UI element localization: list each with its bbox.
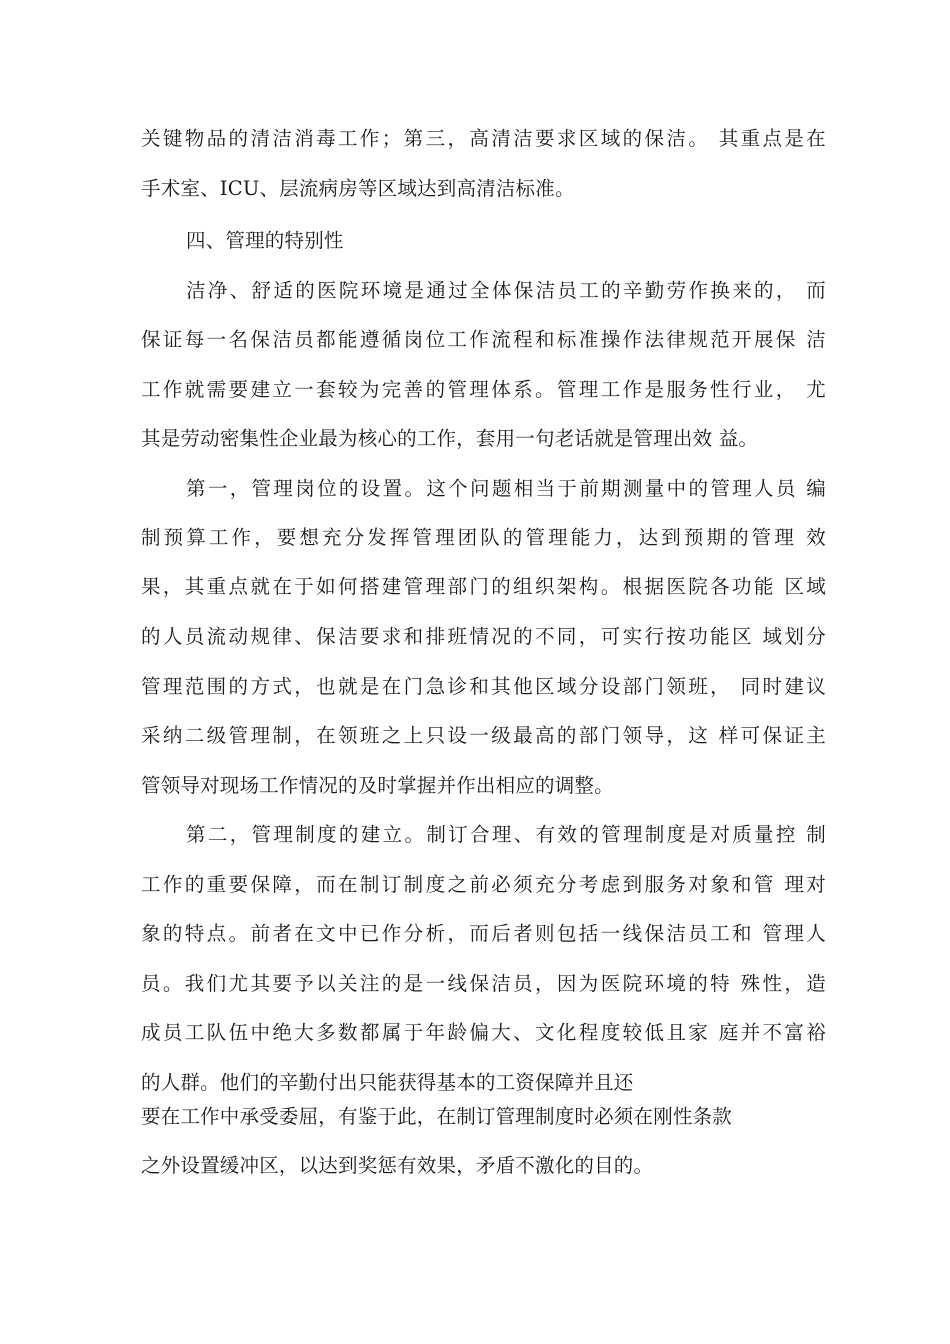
text-line: 的人员流动规律、保洁要求和排班情况的不同，可实行按功能区 域划分 xyxy=(141,625,826,648)
text-line: 要在工作中承受委屈，有鉴于此，在制订管理制度时必须在刚性条款 xyxy=(141,1105,733,1128)
text-line: 工作就需要建立一套较为完善的管理体系。管理工作是服务性行业， 尤 xyxy=(141,378,826,401)
text-line: 采纳二级管理制，在领班之上只设一级最高的部门领导，这 样可保证主 xyxy=(141,724,826,747)
text-line: 制预算工作，要想充分发挥管理团队的管理能力，达到预期的管理 效 xyxy=(141,526,826,549)
text-line: 果，其重点就在于如何搭建管理部门的组织架构。根据医院各功能 区域 xyxy=(141,575,826,598)
section-heading: 四、管理的特别性 xyxy=(186,229,344,252)
text-line: 员。我们尤其要予以关注的是一线保洁员，因为医院环境的特 殊性，造 xyxy=(141,972,826,995)
text-line: 洁净、舒适的医院环境是通过全体保洁员工的辛勤劳作换来的， 而 xyxy=(186,279,826,302)
text-line: 象的特点。前者在文中已作分析，而后者则包括一线保洁员工和 管理人 xyxy=(141,922,826,945)
text-line: 之外设置缓冲区，以达到奖惩有效果，矛盾不激化的目的。 xyxy=(141,1154,654,1177)
text-line: 手术室、ICU、层流病房等区域达到高清洁标准。 xyxy=(141,177,575,200)
text-line: 第二，管理制度的建立。制订合理、有效的管理制度是对质量控 制 xyxy=(186,823,826,846)
text-line: 工作的重要保障，而在制订制度之前必须充分考虑到服务对象和管 理对 xyxy=(141,873,826,896)
text-line: 管领导对现场工作情况的及时掌握并作出相应的调整。 xyxy=(141,774,614,797)
text-line: 保证每一名保洁员都能遵循岗位工作流程和标准操作法律规范开展保 洁 xyxy=(141,328,826,351)
text-line: 第一，管理岗位的设置。这个问题相当于前期测量中的管理人员 编 xyxy=(186,477,826,500)
text-line: 关键物品的清洁消毒工作；第三，高清洁要求区域的保洁。 其重点是在 xyxy=(141,127,826,150)
text-line: 成员工队伍中绝大多数都属于年龄偏大、文化程度较低且家 庭并不富裕 xyxy=(141,1021,826,1044)
text-line: 管理范围的方式，也就是在门急诊和其他区域分设部门领班， 同时建议 xyxy=(141,675,826,698)
text-line: 其是劳动密集性企业最为核心的工作，套用一句老话就是管理出效 益。 xyxy=(141,427,759,450)
text-line: 的人群。他们的辛勤付出只能获得基本的工资保障并且还 xyxy=(141,1071,634,1094)
